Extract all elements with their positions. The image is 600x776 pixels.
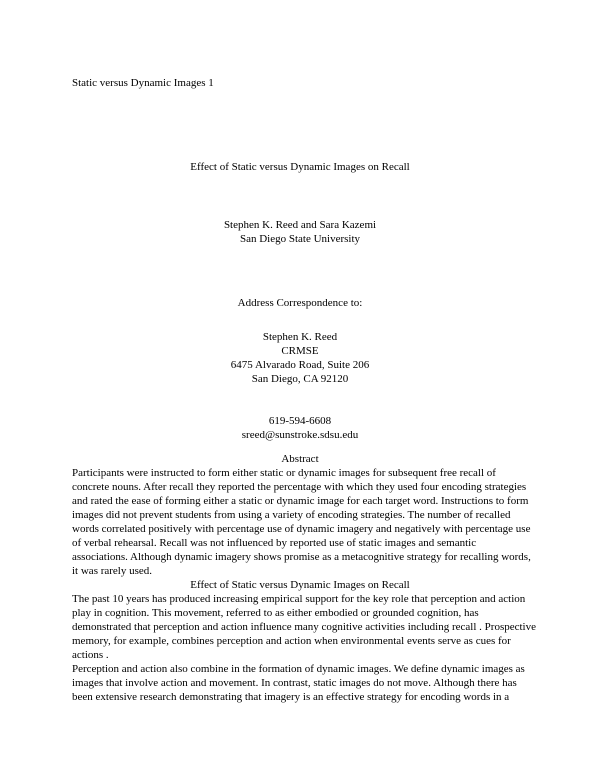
author-affiliation: San Diego State University <box>239 233 361 245</box>
running-head: Static versus Dynamic Images 1 <box>72 77 214 89</box>
abstract-line: concrete nouns. After recall they reported the percentage with which they used four encoding strategies <box>72 481 527 493</box>
paragraph-line: Perception and action also combine in the formation of dynamic images. We define dynamic images as <box>72 663 525 675</box>
abstract-line: of verbal rehearsal. Recall was not influenced by reported use of static images and semantic <box>72 537 477 549</box>
phone-email-block <box>0 414 600 442</box>
address-label: Address Correspondence to: <box>237 297 363 309</box>
paper-title: Effect of Static versus Dynamic Images on Recall <box>190 161 410 173</box>
contact-city: San Diego, CA 92120 <box>251 373 349 385</box>
section-heading: Effect of Static versus Dynamic Images on Recall <box>190 579 410 591</box>
abstract-heading: Abstract <box>281 453 319 465</box>
contact-street: 6475 Alvarado Road, Suite 206 <box>230 359 370 371</box>
contact-phone: 619-594-6608 <box>268 415 332 427</box>
contact-name: Stephen K. Reed <box>262 331 338 343</box>
paragraph-line: been extensive research demonstrating that imagery is an effective strategy for encoding words in a <box>72 691 510 703</box>
author-block <box>0 218 600 246</box>
intro-paragraph-1 <box>72 592 542 662</box>
paragraph-line: actions . <box>72 649 109 661</box>
contact-org: CRMSE <box>281 345 319 357</box>
paragraph-line: memory, for example, combines perception and action when environmental events serve as cues for <box>72 635 511 647</box>
contact-block <box>0 330 600 386</box>
abstract-line: it was rarely used. <box>72 565 153 577</box>
abstract-line: associations. Although dynamic imagery shows promise as a metacognitive strategy for recalling words, <box>72 551 531 563</box>
paragraph-line: play in cognition. This movement, referred to as either embodied or grounded cognition, has <box>72 607 479 619</box>
contact-email: sreed@sunstroke.sdsu.edu <box>241 429 359 441</box>
abstract-line: images did not prevent students from using a variety of encoding strategies. The number of recalled <box>72 509 511 521</box>
author-names: Stephen K. Reed and Sara Kazemi <box>223 219 377 231</box>
abstract-body <box>72 466 542 578</box>
abstract-line: words correlated positively with percentage use of dynamic imagery and negatively with percentage use <box>72 523 531 535</box>
intro-paragraph-2 <box>72 662 542 704</box>
paragraph-line: demonstrated that perception and action influence many cognitive activities including recall . Prospective <box>72 621 536 633</box>
paragraph-line: The past 10 years has produced increasing empirical support for the key role that perception and action <box>72 593 526 605</box>
abstract-line: Participants were instructed to form either static or dynamic images for subsequent free recall of <box>72 467 496 479</box>
abstract-line: and rated the ease of forming either a static or dynamic image for each target word. Instructions to form <box>72 495 529 507</box>
paragraph-line: images that involve action and movement. In contrast, static images do not move. Although there has <box>72 677 517 689</box>
